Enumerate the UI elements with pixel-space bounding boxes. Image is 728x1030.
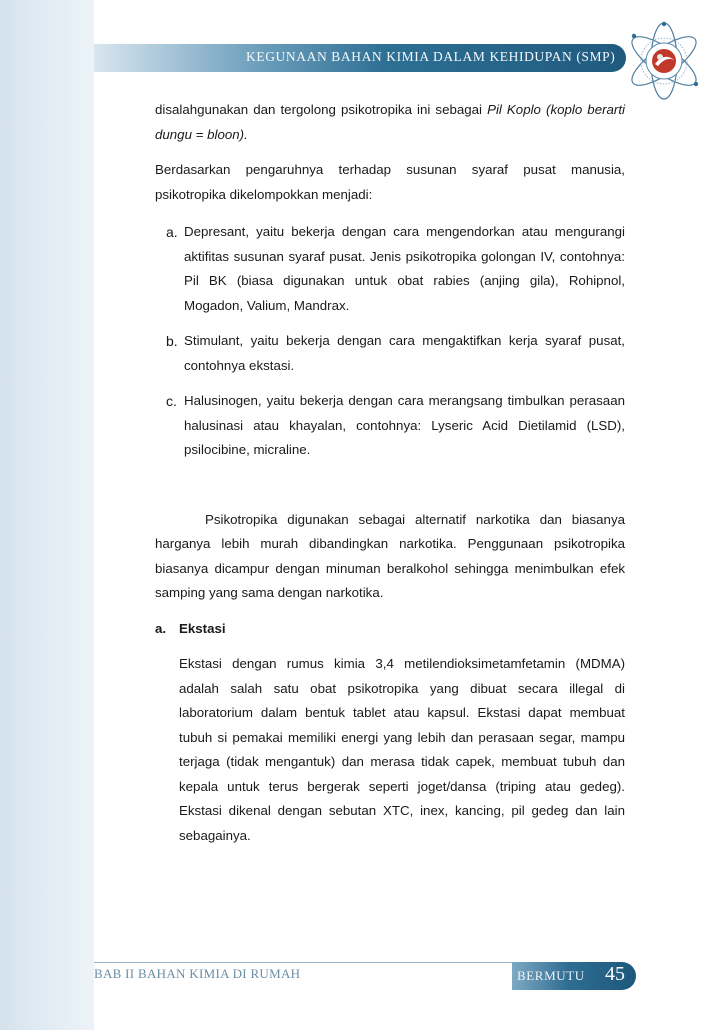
paragraph-groups: Berdasarkan pengaruhnya terhadap susunan syaraf pusat manusia, psikotropika dikelompokkan menjadi: [155,162,625,202]
section-title: Ekstasi [179,620,226,636]
paragraph-psikotropika: Psikotropika digunakan sebagai alternatif narkotika dan biasanya harganya lebih murah dibandingkan narkotika. Penggunaan psikotropika biasanya dicampur dengan minuman beralkohol sehingga menimbulkan efek samping yang sama dengan narkotika. [155,511,625,600]
list-item-text: Halusinogen, yaitu bekerja dengan cara merangsang timbulkan perasaan halusinasi atau khayalan, contohnya: Lyseric Acid Dietilamid (LSD), psilocibine, micraline. [184,393,625,457]
list-marker: c. [166,393,177,409]
section-ekstasi [155,617,625,849]
left-margin-band [0,0,94,1030]
list-item [155,389,625,463]
list-item-text: Stimulant, yaitu bekerja dengan cara mengaktifkan kerja syaraf pusat, contohnya ekstasi. [184,333,625,373]
list-marker: b. [166,333,178,349]
footer-label: BERMUTU [517,968,585,983]
header-title: KEGUNAAN BAHAN KIMIA DALAM KEHIDUPAN (SMP) [246,49,616,64]
list-item [155,329,625,378]
atom-logo-icon [622,16,706,106]
list-item-text: Depresant, yaitu bekerja dengan cara mengendorkan atau mengurangi aktifitas susunan syaraf pusat. Jenis psikotropika golongan IV, contohnya: Pil BK (biasa digunakan untuk obat rabies (anjing gila), Rohipnol, Mogadon, Valium, Mandrax. [184,224,625,313]
footer-chapter: BAB II BAHAN KIMIA DI RUMAH [94,966,301,981]
intro-paragraph [155,98,625,147]
footer-rule [94,962,512,963]
section-body: Ekstasi dengan rumus kimia 3,4 metilendioksimetamfetamin (MDMA) adalah salah satu obat psikotropika yang dibuat secara illegal di laboratorium dalam bentuk tablet atau kapsul. Ekstasi dapat membuat tubuh si pemakai memiliki energi yang lebih dan perasaan segar, mampu terjaga (tidak mengantuk) dan merasa tidak capek, membuat tubuh dan kepala untuk terus bergerak seperti joget/dansa (triping atau gedeg). Ekstasi dikenal dengan sebutan XTC, inex, kancing, pil gedeg dan lain sebagainya. [179,656,625,843]
section-marker: a. [155,620,167,636]
page-number: 45 [605,963,625,985]
list-marker: a. [166,224,178,240]
intro-text: disalahgunakan dan tergolong psikotropika ini sebagai [155,102,488,117]
list-item [155,220,625,318]
page-body [155,98,625,848]
intro-italic: Pil Koplo (koplo berarti dungu = bloon). [155,102,625,142]
